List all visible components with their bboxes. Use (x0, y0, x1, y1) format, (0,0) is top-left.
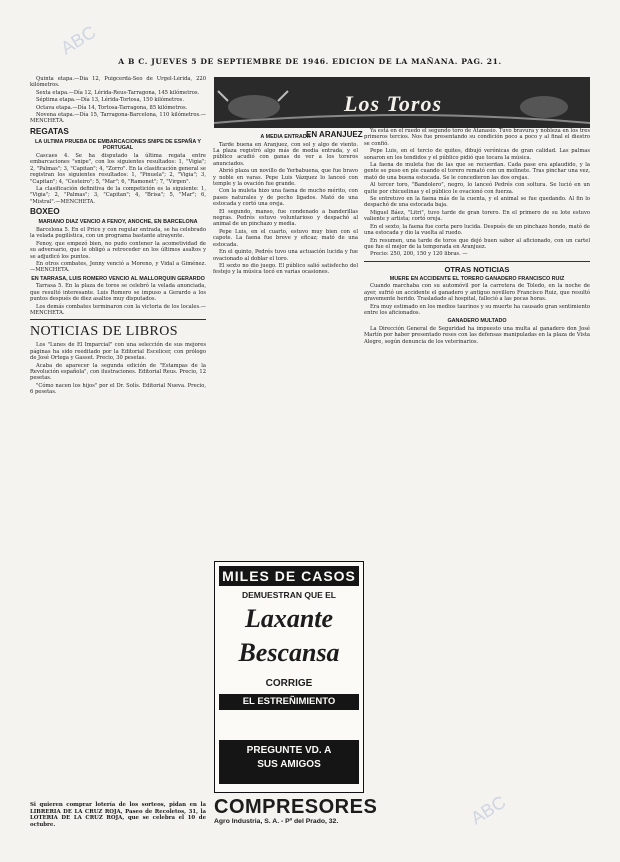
cycling-stage: Octava etapa.—Día 14, Tortosa-Tarragona, 85 kilómetros. (36, 104, 188, 111)
banner-title: Los Toros (344, 91, 443, 116)
otras-noticias-heading: OTRAS NOTICIAS (444, 264, 510, 274)
compresores-ad (214, 796, 378, 825)
libros-heading: NOTICIAS DE LIBROS (30, 324, 178, 340)
regatas-heading: REGATAS (30, 126, 69, 136)
lottery-notice: Si quieren comprar lotería de los sorteos, pidan en la LIBRERIA DE LA CRUZ ROJA, Paseo de Recoletos, 31, la LOTERIA DE LA CRUZ ROJA, que se celebra el 10 de octubre. (30, 802, 206, 828)
muere-paragraph: Era muy estimado en los medios taurinos y su muerte ha causado gran sentimiento entre los aficionados. (364, 303, 590, 316)
watermark: ABC (57, 21, 100, 59)
ad-ask-2: SUS AMIGOS (257, 759, 321, 770)
bull-figure-right (520, 96, 568, 118)
divider (30, 319, 206, 320)
aranjuez-title: EN ARANJUEZ (306, 130, 363, 139)
aranjuez-paragraph: El sexto no dio juego. El público salió satisfecho del festejo y la música tocó en varias ocasiones. (213, 262, 358, 276)
ad-brand-1: Laxante (244, 604, 334, 633)
regatas-paragraph: La clasificación definitiva de la competición es la siguiente: 1, "Vigia"; 2, "Palmas"; 3, "Capitan"; 4, "Brisa"; 5, "Mar"; 6, "Mistral".—MENCHETA. (30, 186, 206, 205)
cycling-stage: Séptima etapa.—Día 13, Lérida-Tortosa, 150 kilómetros. (36, 97, 184, 104)
aranjuez-subheading: A MEDIA ENTRADA (260, 134, 311, 140)
aranjuez-paragraph: Con la muleta hizo una faena de mucho mérito, con pases naturales y de pecho ligados. Mató de una estocada y cortó una oreja. (213, 188, 358, 208)
cycling-stage: Quinta etapa.—Día 12, Puigcerdá-Seo de Urgel-Lérida, 220 kilómetros. (30, 76, 206, 89)
ad-brand-2: Bescansa (238, 638, 340, 667)
tarrasa-paragraph: Tarrasa 5. En la plaza de toros se celebró la velada anunciada, que resultó interesante. Luis Romero se impuso a Gerardo a los puntos después de diez asaltos muy disputados. (30, 283, 206, 303)
tarrasa-paragraph: Los demás combates terminaron con la victoria de los locales.—MENCHETA. (30, 303, 206, 316)
corrida-paragraph: En el sexto, la faena fue corta pero lucida. Después de un pinchazo hondo, mató de una estocada y dio la vuelta al ruedo. (364, 223, 590, 237)
page-header: A B C. JUEVES 5 DE SEPTIEMBRE DE 1946. EDICION DE LA MAÑANA. PAG. 21. (118, 57, 502, 66)
multado-paragraph: La Dirección General de Seguridad ha impuesto una multa al ganadero don José Martín por haber presentado reses con las defensas manipuladas en la plaza de Vista Alegre, según denuncia de los veterinarios. (364, 325, 590, 345)
cycling-stage: Novena etapa.—Día 15, Tarragona-Barcelona, 110 kilómetros.—MENCHETA. (30, 112, 206, 125)
column-right (364, 128, 590, 346)
boxeo-paragraph: En otros combates, Jenny venció a Moreno, y Vidal a Giménez.—MENCHETA. (30, 260, 206, 274)
corrida-paragraph: Ya está en el ruedo el segundo toro de Atanasio. Tuvo bravura y nobleza en los tres primeros tercios. Nos fue presentando su condición poco a poco y al final el diestro se confió. (364, 128, 590, 147)
boxeo-heading: BOXEO (30, 207, 60, 217)
divider (364, 261, 590, 262)
libros-paragraph: "Cómo nacen los hijos" por el Dr. Solís. Editorial Nueva. Precio, 6 pesetas. (30, 382, 206, 396)
ad-headline: MILES DE CASOS (219, 566, 359, 586)
compresores-address: Agro Industria, S. A. - Pº del Prado, 32. (214, 818, 339, 825)
column-left (30, 76, 206, 397)
aranjuez-paragraph: Tarde buena en Aranjuez, con sol y algo de viento. La plaza registró algo más de media entrada, y el público acudió con ganas de ver a los toreros anunciados. (213, 141, 358, 167)
muere-subheading: MUERE EN ACCIDENTE EL TORERO GANADERO FRANCISCO RUIZ (389, 275, 565, 282)
muere-paragraph: Cuando marchaba con su automóvil por la carretera de Toledo, en la noche de ayer, sufrió un accidente el ganadero y antiguo novillero Francisco Ruiz, que resultó gravemente herido. Trasladado al hospital, falleció a las pocas horas. (364, 283, 590, 303)
corrida-paragraph: En resumen, una tarde de toros que dejó buen sabor al aficionado, con un cartel que fue el mejor de la temporada en Aranjuez. (364, 237, 590, 250)
compresores-title: COMPRESORES (214, 796, 378, 818)
bull-figure (228, 95, 280, 119)
price-line: Precio: 250, 200, 150 y 120 libras. — (370, 251, 468, 258)
boxeo-paragraph: Barcelona 5. En el Price y con regular entrada, se ha celebrado la velada pugilística, con un programa bastante atrayente. (30, 226, 206, 240)
corrida-paragraph: Miguel Báez, "Litri", tuvo tarde de gran torero. En el primero de su lote estuvo valiente y artista; cortó oreja. (364, 209, 590, 223)
corrida-paragraph: Se entretuvo en la faena más de la cuenta, y el animal se fue quedando. Al fin lo despachó de una estocada baja. (364, 196, 590, 209)
boxeo-paragraph: Fenoy, que empezó bien, no pudo contener la acometividad de su adversario, que le obligó a retroceder en los últimos asaltos y se adjudicó los puntos. (30, 240, 206, 260)
regatas-subheading: LA ULTIMA PRUEBA DE EMBARCACIONES SNIPE DE ESPAÑA Y PORTUGAL (34, 138, 202, 152)
regatas-paragraph: Cascaes 4. Se ha disputado la última regata entre embarcaciones "snipe", con los siguientes resultados: 1, "Vigia"; 2, "Palmas"; 3, "Capitan"; 4, "Zorro". En la clasificación general se registran los siguientes resultados: 1, "Pinuela"; 2, "Vigia"; 3, "Capitan"; 4, "Cesteiro"; 5, "Mar"; 6, "Ramonet"; 7, "Virgen". (30, 153, 206, 185)
cycling-stage: Sexta etapa.—Día 12, Lérida-Reus-Tarragona, 145 kilómetros. (36, 89, 200, 96)
aranjuez-paragraph: Abrió plaza un novillo de Yerbabuena, que fue bravo y noble en varas. Pepe Luis Vázquez lo lanceó con temple y la ovación fue grande. (213, 168, 358, 188)
aranjuez-paragraph: El segundo, manso, fue condenado a banderillas negras. Pedrés estuvo voluntarioso y despachó al animal de un pinchazo y media. (213, 208, 358, 228)
ad-ask-1: PREGUNTE VD. A (246, 745, 332, 756)
libros-paragraph: Acaba de aparecer la segunda edición de "Estampas de la Revolución española", con ilustraciones. Editorial Reus. Precio, 12 pesetas. (30, 362, 206, 382)
laxante-bescansa-ad (214, 561, 364, 793)
column-middle (213, 132, 358, 277)
boxeo-subheading: MARIANO DIAZ VENCIO A FENOY, ANOCHE, EN BARCELONA (38, 219, 198, 226)
multado-subheading: GANADERO MULTADO (447, 318, 507, 325)
corrida-paragraph: La faena de muleta fue de las que se recuerdan. Cada pase era aplaudido, y la gente se puso en pie cuando el torero remató con un molinete. Tras pinchar una vez, mató de una buena estocada. Se le concedieron las dos orejas. (364, 162, 590, 181)
ad-line-2: CORRIGE (265, 678, 313, 689)
los-toros-banner (214, 77, 590, 128)
corrida-paragraph: Pepe Luis, en el tercio de quites, dibujó verónicas de gran calidad. Las palmas sonaron en los tendidos y el público pidió que tocara la música. (364, 148, 590, 161)
tarrasa-subheading: EN TARRASA, LUIS ROMERO VENCIO AL MALLORQUIN GERARDO (31, 275, 205, 282)
watermark: ABC (467, 791, 510, 829)
libros-paragraph: Los "Lunes de El Imparcial" con una selección de sus mejores páginas ha sido reeditado por la Editorial Escelicer, con prólogo de José Ortega y Gasset. Precio, 30 pesetas. (30, 342, 206, 362)
ad-line-3: EL ESTREÑIMIENTO (219, 694, 359, 710)
aranjuez-paragraph: En el quinto, Pedrés tuvo una actuación lucida y fue ovacionado al doblar el toro. (213, 249, 358, 262)
ad-ask-box (219, 740, 359, 784)
ad-line-1: DEMUESTRAN QUE EL (242, 590, 336, 600)
aranjuez-paragraph: Pepe Luis, en el cuarto, estuvo muy bien con el capote. La faena fue breve y eficaz; mató de una estocada. (213, 228, 358, 248)
corrida-paragraph: Al tercer toro, "Bandolero", negro, lo lanceó Pedrés con soltura. Se lució en un quite por chicuelinas y el público le ovacionó con fuerza. (364, 182, 590, 195)
